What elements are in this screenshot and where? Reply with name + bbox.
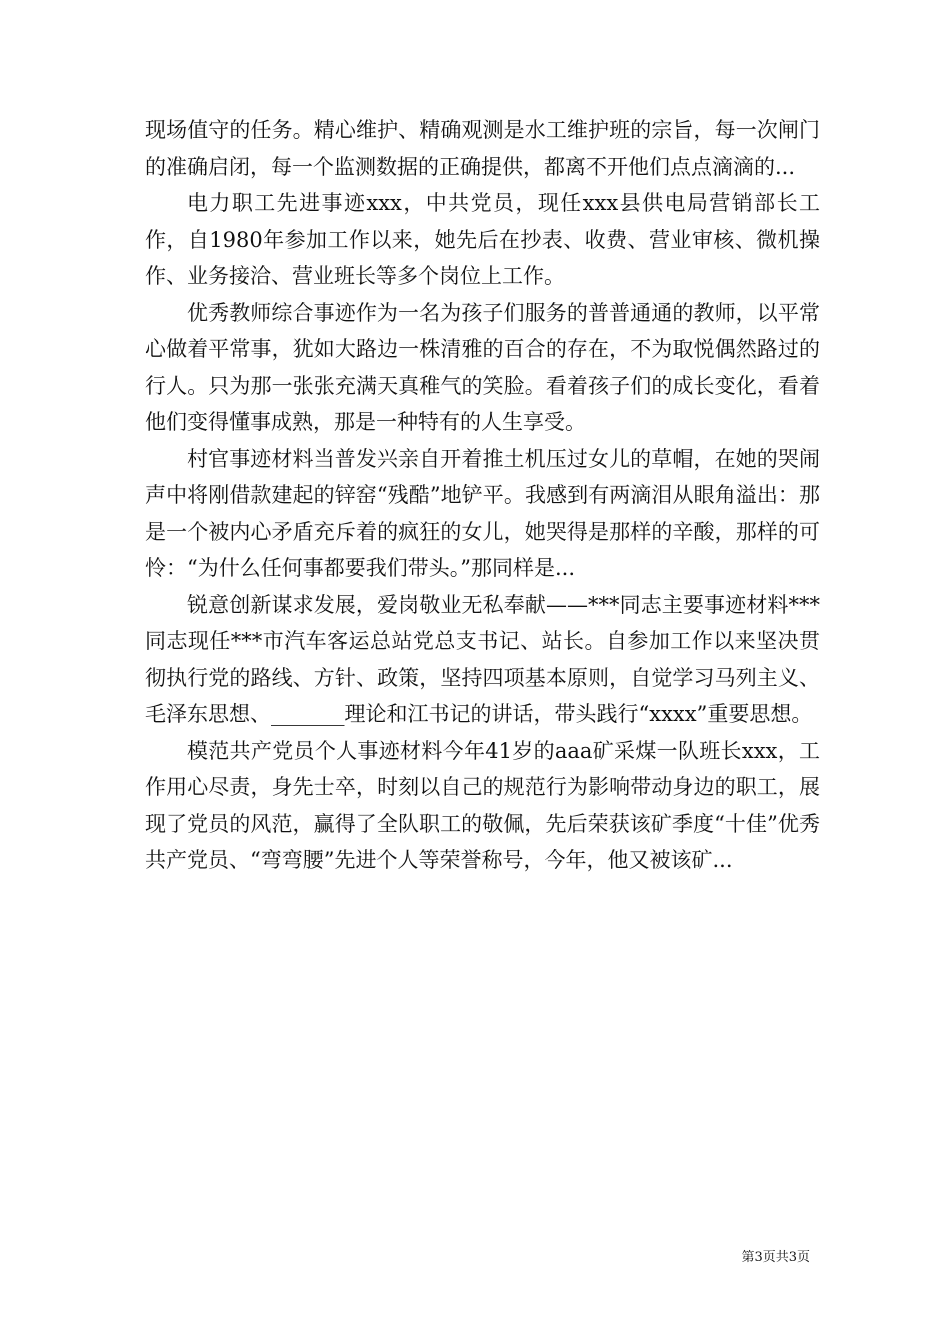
page-number-footer: 第3页共3页 (741, 1250, 810, 1265)
paragraph-5: 锐意创新谋求发展，爱岗敬业无私奉献——***同志主要事迹材料***同志现任***市汽车客运总站党总支书记、站长。自参加工作以来坚决贯彻执行党的路线、方针、政策，坚持四项基本原则，自觉学习马列主义、毛泽东思想、_______理论和江书记的讲话，带头践行“xxxx”重要思想。 (145, 592, 820, 726)
paragraph-2: 电力职工先进事迹xxx，中共党员，现任xxx县供电局营销部长工作，自1980年参加工作以来，她先后在抄表、收费、营业审核、微机操作、业务接洽、营业班长等多个岗位上工作。 (145, 191, 820, 288)
document-body (145, 112, 820, 879)
paragraph-4: 村官事迹材料当普发兴亲自开着推土机压过女儿的草帽，在她的哭闹声中将刚借款建起的锌窑“残酷”地铲平。我感到有两滴泪从眼角溢出：那是一个被内心矛盾充斥着的疯狂的女儿，她哭得是那样的辛酸，那样的可怜：“为什么任何事都要我们带头。”那同样是... (145, 446, 820, 580)
paragraph-6: 模范共产党员个人事迹材料今年41岁的aaa矿采煤一队班长xxx，工作用心尽责，身先士卒，时刻以自己的规范行为影响带动身边的职工，展现了党员的风范，赢得了全队职工的敬佩，先后荣获该矿季度“十佳”优秀共产党员、“弯弯腰”先进个人等荣誉称号，今年，他又被该矿... (145, 738, 820, 872)
paragraph-3: 优秀教师综合事迹作为一名为孩子们服务的普普通通的教师，以平常心做着平常事，犹如大路边一株清雅的百合的存在，不为取悦偶然路过的行人。只为那一张张充满天真稚气的笑脸。看着孩子们的成长变化，看着他们变得懂事成熟，那是一种特有的人生享受。 (145, 300, 820, 434)
paragraph-1: 现场值守的任务。精心维护、精确观测是水工维护班的宗旨，每一次闸门的准确启闭，每一个监测数据的正确提供，都离不开他们点点滴滴的... (145, 118, 820, 179)
